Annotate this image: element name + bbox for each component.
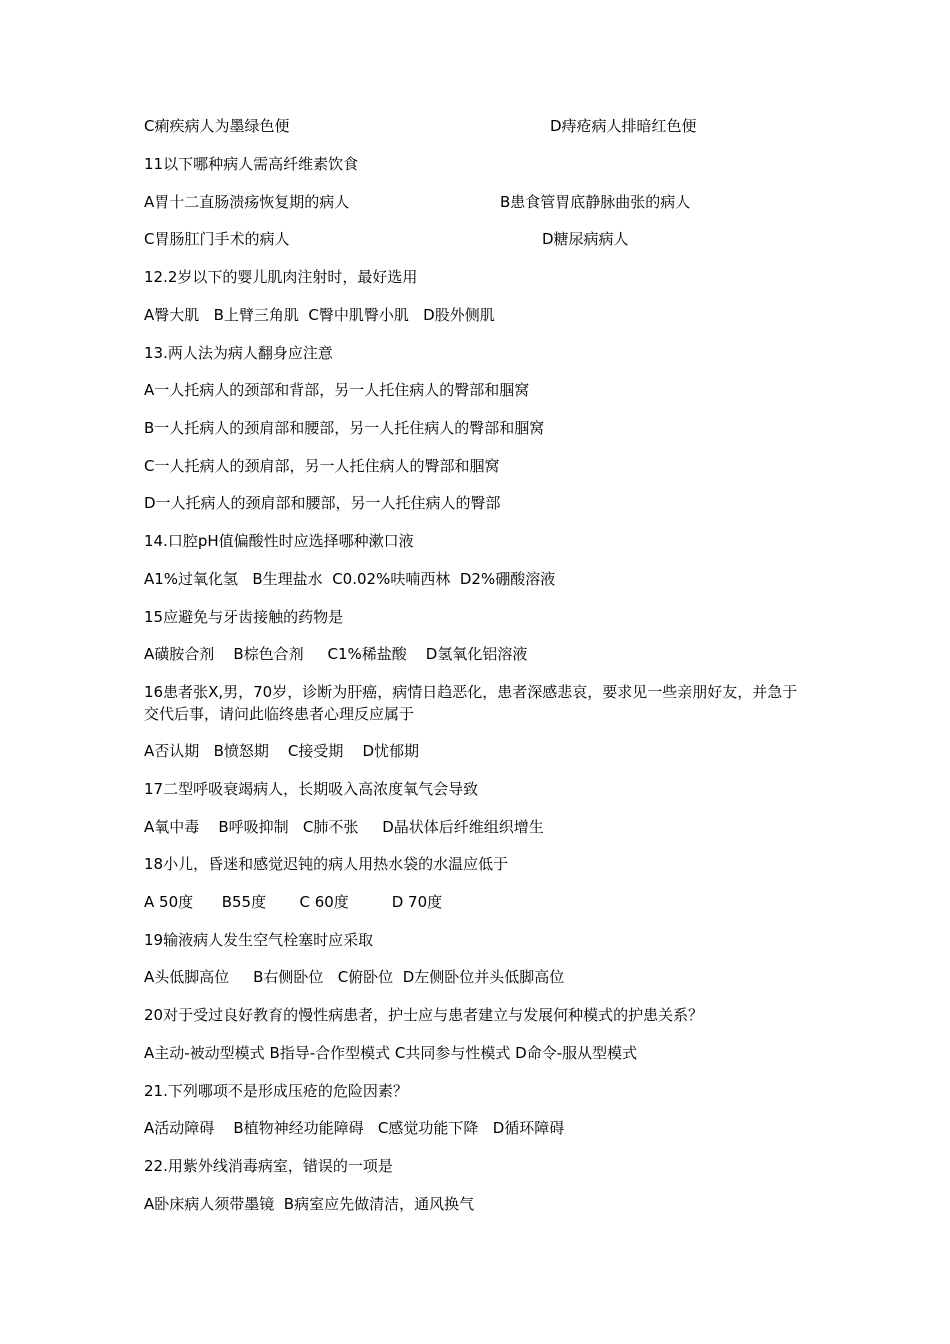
question-15: 15应避免与牙齿接触的药物是 — [144, 608, 344, 626]
question-11: 11以下哪种病人需高纤维素饮食 — [144, 155, 359, 173]
question-20: 20对于受过良好教育的慢性病患者，护士应与患者建立与发展何种模式的护患关系？ — [144, 1006, 704, 1024]
option-d-line: D痔疮病人排暗红色便 — [550, 117, 697, 135]
question-11-option-a: A胃十二直肠溃疡恢复期的病人 — [144, 193, 350, 211]
question-16: 16患者张X,男，70岁，诊断为肝癌，病情日趋恶化，患者深感悲哀，要求见一些亲朋好友，并急于交代后事，请问此临终患者心理反应属于 — [144, 683, 798, 723]
question-13-option-b: B一人托病人的颈肩部和腰部，另一人托住病人的臀部和腘窝 — [144, 419, 545, 437]
question-15-options: A磺胺合剂 B棕色合剂 C1%稀盐酸 D氢氧化铝溶液 — [144, 645, 528, 663]
question-16-options: A否认期 B愤怒期 C接受期 D忧郁期 — [144, 742, 420, 760]
question-13-option-c: C一人托病人的颈肩部，另一人托住病人的臀部和腘窝 — [144, 457, 500, 475]
question-12: 12.2岁以下的婴儿肌肉注射时，最好选用 — [144, 268, 418, 286]
question-13-option-a: A一人托病人的颈部和背部，另一人托住病人的臀部和腘窝 — [144, 381, 530, 399]
question-14-options: A1%过氧化氢 B生理盐水 C0.02%呋喃西林 D2%硼酸溶液 — [144, 570, 556, 588]
question-13-option-d: D一人托病人的颈肩部和腰部，另一人托住病人的臀部 — [144, 494, 501, 512]
question-12-options: A臀大肌 B上臂三角肌 C臀中肌臀小肌 D股外侧肌 — [144, 306, 495, 324]
option-c-line: C痢疾病人为墨绿色便 — [144, 117, 290, 135]
question-17-options: A氧中毒 B呼吸抑制 C肺不张 D晶状体后纤维组织增生 — [144, 818, 544, 836]
question-17: 17二型呼吸衰竭病人，长期吸入高浓度氧气会导致 — [144, 780, 479, 798]
question-19-options: A头低脚高位 B右侧卧位 C俯卧位 D左侧卧位并头低脚高位 — [144, 968, 565, 986]
question-18-options: A 50度 B55度 C 60度 D 70度 — [144, 893, 443, 911]
question-22: 22.用紫外线消毒病室，错误的一项是 — [144, 1157, 393, 1175]
question-11-option-b: B患食管胃底静脉曲张的病人 — [500, 193, 691, 211]
question-13: 13.两人法为病人翻身应注意 — [144, 344, 333, 362]
question-22-options: A卧床病人须带墨镜 B病室应先做清洁，通风换气 — [144, 1195, 475, 1213]
question-21: 21.下列哪项不是形成压疮的危险因素？ — [144, 1082, 408, 1100]
question-20-options: A主动-被动型模式 B指导-合作型模式 C共同参与性模式 D命令-服从型模式 — [144, 1044, 638, 1062]
question-18: 18小儿，昏迷和感觉迟钝的病人用热水袋的水温应低于 — [144, 855, 509, 873]
question-11-option-d: D糖尿病病人 — [542, 230, 629, 248]
question-14: 14.口腔pH值偏酸性时应选择哪种漱口液 — [144, 532, 414, 550]
question-11-option-c: C胃肠肛门手术的病人 — [144, 230, 290, 248]
question-21-options: A活动障碍 B植物神经功能障碍 C感觉功能下降 D循环障碍 — [144, 1119, 565, 1137]
question-19: 19输液病人发生空气栓塞时应采取 — [144, 931, 374, 949]
